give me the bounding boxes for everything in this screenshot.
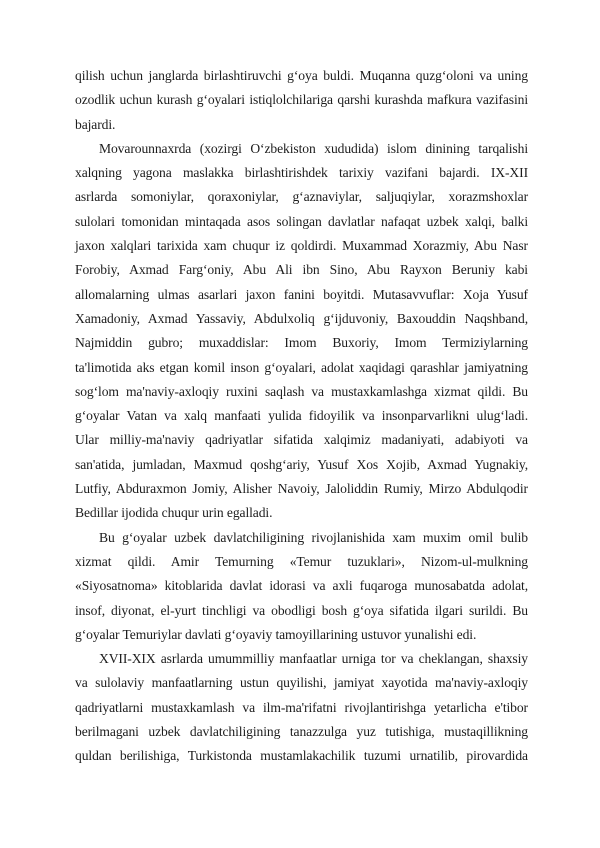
text-line: qadriyatlarni mustaxkamlash va ilm-ma'rifatni rivojlantirishga yetarlicha e'tibor bbox=[75, 699, 528, 715]
text-line: insof, diyonat, el-yurt tinchligi va obodligi bosh g‘oya sifatida ilgari surildi. Bu bbox=[75, 602, 528, 618]
text-line: «Siyosatnoma» kitoblarida davlat idorasi va axli fuqaroga munosabatda adolat, bbox=[75, 578, 528, 594]
paragraph-1 bbox=[75, 64, 528, 137]
text-line: Forobiy, Axmad Farg‘oniy, Abu Ali ibn Sino, Abu Rayxon Beruniy kabi bbox=[75, 262, 528, 278]
text-line: Bu g‘oyalar uzbek davlatchiligining rivojlanishida xam muxim omil bulib bbox=[99, 529, 528, 545]
text-line: xizmat qildi. Amir Temurning «Temur tuzuklari», Nizom-ul-mulkning bbox=[75, 553, 528, 569]
text-line: ta'limotida aks etgan komil inson g‘oyalari, adolat xaqidagi qarashlar jamiyatning bbox=[75, 359, 528, 375]
text-line: sulolari tomonidan mintaqada asos solingan davlatlar nafaqat uzbek xalqi, balki bbox=[75, 213, 528, 229]
text-line: allomalarning ulmas asarlari jaxon fanini boyitdi. Mutasavvuflar: Xoja Yusuf bbox=[75, 286, 528, 302]
text-line: g‘oyalar Temuriylar davlati g‘oyaviy tamoyillarining ustuvor yunalishi edi. bbox=[75, 626, 477, 642]
paragraph-2 bbox=[75, 137, 528, 526]
text-line: san'atida, jumladan, Maxmud qoshg‘ariy, Yusuf Xos Xojib, Axmad Yugnakiy, bbox=[75, 456, 528, 472]
text-line: XVII-XIX asrlarda umummilliy manfaatlar urniga tor va cheklangan, shaxsiy bbox=[99, 651, 528, 667]
text-line: asrlarda somoniylar, qoraxoniylar, g‘aznaviylar, saljuqiylar, xorazmshoxlar bbox=[75, 189, 528, 205]
text-line: xalqning yagona maslakka birlashtirishdek tarixiy vazifani bajardi. IX-XII bbox=[75, 165, 528, 181]
text-line: ozodlik uchun kurash g‘oyalari istiqlolchilariga qarshi kurashda mafkura vazifasini bbox=[75, 92, 528, 108]
text-line: va sulolaviy manfaatlarning ustun quyilishi, jamiyat xayotida ma'naviy-axloqiy bbox=[75, 675, 528, 691]
text-line: Lutfiy, Abduraxmon Jomiy, Alisher Navoiy, Jaloliddin Rumiy, Mirzo Abdulqodir bbox=[75, 481, 528, 497]
paragraph-3 bbox=[75, 526, 528, 647]
text-line: Xamadoniy, Axmad Yassaviy, Abdulxoliq g‘ijduvoniy, Baxouddin Naqshband, bbox=[75, 310, 528, 326]
text-line: berilmagani uzbek davlatchiligining tanazzulga yuz tutishiga, mustaqillikning bbox=[75, 724, 528, 740]
text-line: Najmiddin gubro; muxaddislar: Imom Buxoriy, Imom Termiziylarning bbox=[75, 335, 528, 351]
body-text bbox=[75, 64, 528, 769]
text-line: qilish uchun janglarda birlashtiruvchi g‘oya buldi. Muqanna quzg‘oloni va uning bbox=[75, 68, 528, 83]
text-line: quldan berilishiga, Turkistonda mustamlakachilik tuzumi urnatilib, pirovardida bbox=[75, 748, 528, 764]
text-line: Ular milliy-ma'naviy qadriyatlar sifatida xalqimiz madaniyati, adabiyoti va bbox=[75, 432, 528, 448]
text-line: g‘oyalar Vatan va xalq manfaati yulida fidoyilik va insonparvarlikni ulug‘ladi. bbox=[75, 408, 528, 424]
text-line: Bedillar ijodida chuqur urin egalladi. bbox=[75, 505, 273, 521]
paragraph-4 bbox=[75, 647, 528, 768]
text-line: bajardi. bbox=[75, 116, 116, 132]
text-line: Movarounnaxrda (xozirgi O‘zbekiston xududida) islom dinining tarqalishi bbox=[99, 140, 528, 156]
text-line: jaxon xalqlari tarixida xam chuqur iz qoldirdi. Muxammad Xorazmiy, Abu Nasr bbox=[75, 238, 528, 254]
text-line: sog‘lom ma'naviy-axloqiy ruxini saqlash va mustaxkamlashga xizmat qildi. Bu bbox=[75, 383, 528, 399]
